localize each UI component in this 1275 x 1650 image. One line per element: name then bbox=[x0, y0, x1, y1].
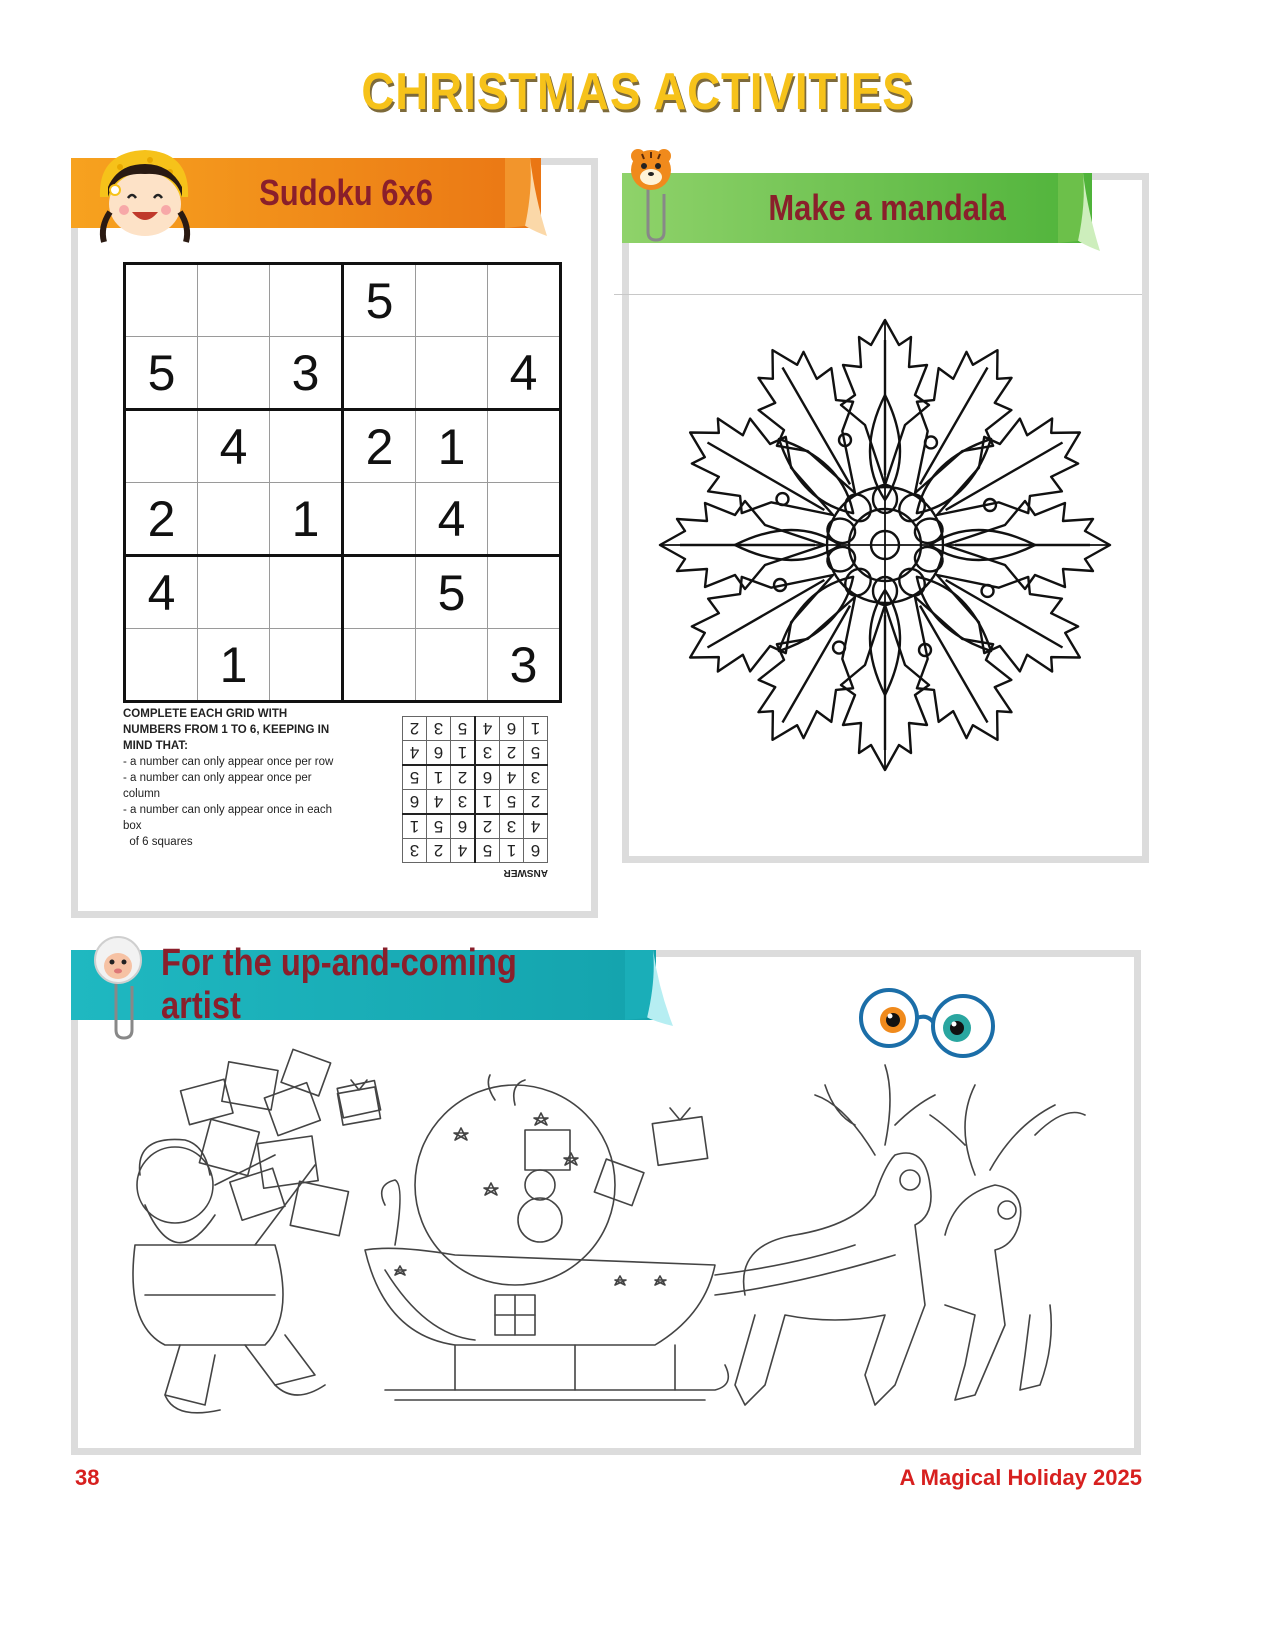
answer-cell: 6 bbox=[500, 717, 524, 741]
sudoku-grid bbox=[123, 262, 562, 703]
answer-cell: 1 bbox=[403, 814, 427, 839]
sudoku-cell[interactable]: 5 bbox=[343, 264, 416, 337]
sheep-clip-icon bbox=[88, 934, 148, 1044]
divider bbox=[614, 294, 1142, 295]
sudoku-cell[interactable]: 5 bbox=[125, 337, 198, 410]
artist-ribbon bbox=[71, 942, 656, 1027]
answer-cell: 4 bbox=[427, 790, 451, 815]
answer-cell: 1 bbox=[524, 717, 548, 741]
reindeer-figure bbox=[735, 1065, 1085, 1405]
sudoku-cell[interactable]: 1 bbox=[198, 629, 270, 702]
sudoku-cell[interactable] bbox=[343, 483, 416, 556]
instructions-heading: COMPLETE EACH GRID WITH NUMBERS FROM 1 TO 6, KEEPING IN MIND THAT: bbox=[123, 708, 330, 752]
ribbon-curl bbox=[625, 950, 675, 1030]
sudoku-heading: Sudoku 6x6 bbox=[259, 172, 433, 213]
sudoku-cell[interactable]: 3 bbox=[270, 337, 343, 410]
sudoku-cell[interactable] bbox=[125, 264, 198, 337]
sudoku-cell[interactable]: 4 bbox=[416, 483, 488, 556]
sudoku-cell[interactable] bbox=[416, 337, 488, 410]
coloring-scene-drawing bbox=[95, 1045, 1125, 1440]
answer-cell: 2 bbox=[500, 741, 524, 766]
sudoku-cell[interactable] bbox=[416, 264, 488, 337]
answer-cell: 5 bbox=[500, 790, 524, 815]
rule-item: of 6 squares bbox=[123, 836, 193, 848]
answer-cell: 5 bbox=[451, 717, 476, 741]
answer-cell: 1 bbox=[427, 765, 451, 790]
sudoku-row bbox=[125, 264, 561, 337]
ribbon-curl bbox=[505, 158, 550, 238]
sudoku-cell[interactable]: 1 bbox=[270, 483, 343, 556]
sudoku-row bbox=[125, 629, 561, 702]
sudoku-cell[interactable] bbox=[125, 410, 198, 483]
answer-cell: 2 bbox=[524, 790, 548, 815]
sudoku-cell[interactable]: 5 bbox=[416, 556, 488, 629]
rule-item: - a number can only appear once per row bbox=[123, 756, 334, 768]
answer-cell: 2 bbox=[475, 814, 500, 839]
answer-cell: 6 bbox=[403, 790, 427, 815]
page-number: 38 bbox=[75, 1465, 100, 1490]
answer-cell: 5 bbox=[524, 741, 548, 766]
sleigh-figure bbox=[365, 1075, 728, 1400]
sudoku-cell[interactable] bbox=[488, 483, 561, 556]
answer-cell: 2 bbox=[451, 765, 476, 790]
sudoku-cell[interactable] bbox=[270, 410, 343, 483]
sudoku-cell[interactable] bbox=[488, 556, 561, 629]
answer-cell: 4 bbox=[524, 814, 548, 839]
floating-present bbox=[338, 1087, 381, 1125]
sudoku-cell[interactable]: 4 bbox=[488, 337, 561, 410]
rule-item: - a number can only appear once per column bbox=[123, 772, 312, 800]
answer-cell: 6 bbox=[427, 741, 451, 766]
sudoku-cell[interactable] bbox=[343, 629, 416, 702]
answer-cell: 3 bbox=[500, 814, 524, 839]
answer-label: ANSWER bbox=[503, 867, 548, 878]
artist-heading: For the up-and-coming artist bbox=[161, 942, 517, 1027]
sudoku-cell[interactable] bbox=[198, 264, 270, 337]
page-title: CHRISTMAS ACTIVITIES bbox=[361, 63, 914, 121]
sudoku-row bbox=[125, 410, 561, 483]
santa-figure bbox=[133, 1139, 325, 1412]
mandala-drawing bbox=[650, 308, 1120, 783]
answer-cell: 4 bbox=[500, 765, 524, 790]
tiger-clip-icon bbox=[624, 144, 679, 244]
sudoku-cell[interactable] bbox=[343, 337, 416, 410]
publication-name: A Magical Holiday 2025 bbox=[899, 1465, 1142, 1490]
sudoku-cell[interactable] bbox=[125, 629, 198, 702]
sudoku-cell[interactable]: 3 bbox=[488, 629, 561, 702]
answer-cell: 1 bbox=[475, 790, 500, 815]
answer-cell: 5 bbox=[427, 814, 451, 839]
girl-avatar-icon bbox=[90, 142, 200, 252]
answer-cell: 4 bbox=[451, 839, 476, 863]
sudoku-cell[interactable] bbox=[416, 629, 488, 702]
sudoku-instructions bbox=[123, 706, 338, 850]
answer-cell: 6 bbox=[524, 839, 548, 863]
sudoku-cell[interactable] bbox=[343, 556, 416, 629]
sudoku-cell[interactable] bbox=[488, 264, 561, 337]
answer-cell: 3 bbox=[524, 765, 548, 790]
answer-cell: 4 bbox=[475, 717, 500, 741]
sudoku-cell[interactable] bbox=[198, 483, 270, 556]
answer-cell: 1 bbox=[500, 839, 524, 863]
sudoku-cell[interactable] bbox=[270, 264, 343, 337]
sudoku-cell[interactable]: 4 bbox=[125, 556, 198, 629]
sudoku-cell[interactable] bbox=[270, 629, 343, 702]
sudoku-cell[interactable]: 1 bbox=[416, 410, 488, 483]
present-stack bbox=[181, 1049, 381, 1235]
sudoku-cell[interactable]: 4 bbox=[198, 410, 270, 483]
floating-present bbox=[652, 1117, 707, 1166]
answer-key bbox=[402, 716, 548, 878]
rule-item: - a number can only appear once in each box bbox=[123, 804, 333, 832]
sudoku-row bbox=[125, 556, 561, 629]
mandala-ribbon bbox=[622, 173, 1092, 243]
answer-cell: 3 bbox=[403, 839, 427, 863]
answer-cell: 2 bbox=[403, 717, 427, 741]
sudoku-row bbox=[125, 483, 561, 556]
answer-grid bbox=[402, 716, 548, 863]
answer-cell: 3 bbox=[427, 717, 451, 741]
sudoku-row bbox=[125, 337, 561, 410]
answer-cell: 1 bbox=[451, 741, 476, 766]
ribbon-curl bbox=[1058, 173, 1103, 253]
sudoku-cell[interactable] bbox=[488, 410, 561, 483]
sudoku-cell[interactable] bbox=[270, 556, 343, 629]
answer-cell: 6 bbox=[451, 814, 476, 839]
answer-cell: 2 bbox=[427, 839, 451, 863]
sudoku-cell[interactable]: 2 bbox=[125, 483, 198, 556]
sudoku-cell[interactable] bbox=[198, 556, 270, 629]
mandala-heading: Make a mandala bbox=[768, 187, 1006, 228]
answer-cell: 5 bbox=[403, 765, 427, 790]
answer-cell: 3 bbox=[451, 790, 476, 815]
answer-cell: 5 bbox=[475, 839, 500, 863]
answer-cell: 4 bbox=[403, 741, 427, 766]
sudoku-cell[interactable] bbox=[198, 337, 270, 410]
answer-cell: 3 bbox=[475, 741, 500, 766]
answer-cell: 6 bbox=[475, 765, 500, 790]
sudoku-cell[interactable]: 2 bbox=[343, 410, 416, 483]
